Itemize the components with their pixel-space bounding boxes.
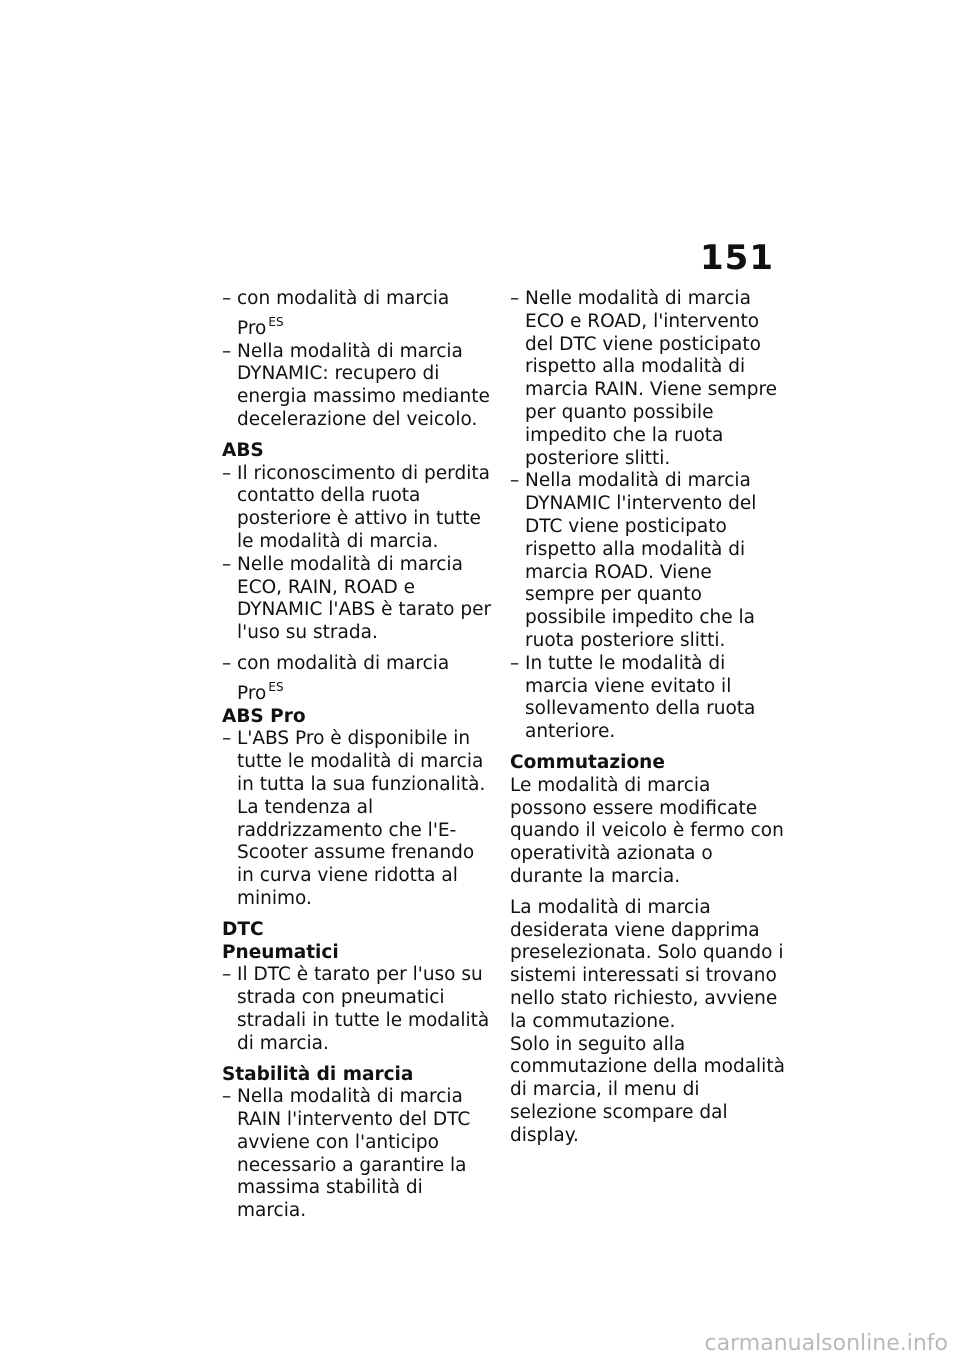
list-item-text: con modalità di marcia Pro $^{ES}$ (237, 288, 450, 339)
dtc-section (222, 919, 494, 1056)
list-item (222, 463, 494, 554)
list-item-text: Nella modalità di marcia DYNAMIC l'intervento del DTC viene posticipato rispetto alla modalità di marcia ROAD. Viene sempre per quanto possibile impedito che la ruota posteriore slitti. (525, 470, 757, 651)
list-item-text: Il riconoscimento di perdita contatto della ruota posteriore è attivo in tutte le modalità di marcia. (237, 462, 490, 552)
abs-heading: ABS (222, 439, 264, 461)
superscript-es: ES (268, 314, 284, 329)
abs-section (222, 440, 494, 645)
intro-list (222, 288, 494, 432)
abs-pro-section (222, 706, 494, 911)
dash-bullet: – (222, 964, 232, 986)
tyres-subheading: Pneumatici (222, 941, 339, 963)
paragraph: Solo in seguito alla commutazione della modalità di marcia, il menu di selezione scompare dal display. (510, 1033, 785, 1146)
list-item (222, 554, 494, 645)
dash-bullet: – (222, 553, 232, 575)
dtc-continued-list (510, 288, 785, 744)
dash-bullet: – (222, 462, 232, 484)
dash-bullet: – (222, 288, 232, 309)
list-item (222, 1086, 494, 1223)
abs-pro-condition (222, 653, 494, 706)
superscript-es: ES (268, 679, 284, 694)
dash-bullet: – (222, 728, 232, 750)
dash-bullet: – (510, 652, 520, 674)
paragraph: Le modalità di marcia possono essere modificate quando il veicolo è fermo con operatività azionata o durante la marcia. (510, 774, 784, 887)
watermark: carmanualsonline.info (704, 1331, 948, 1356)
paragraph: La modalità di marcia desiderata viene dapprima preselezionata. Solo quando i sistemi interessati si trovano nello stato richiesto, avviene la commutazione. (510, 896, 784, 1032)
list-item-text: Nelle modalità di marcia ECO, RAIN, ROAD e DYNAMIC l'ABS è tarato per l'uso su strada. (237, 553, 492, 644)
list-item (222, 653, 494, 706)
dash-bullet: – (510, 470, 520, 492)
stability-section (222, 1064, 494, 1224)
dash-bullet: – (222, 1086, 232, 1108)
list-item (222, 964, 494, 1055)
list-item-text: Il DTC è tarato per l'uso su strada con pneumatici stradali in tutte le modalità di marcia. (237, 964, 490, 1054)
list-item-text: Nella modalità di marcia RAIN l'intervento del DTC avviene con l'anticipo necessario a garantire la massima stabilità di marcia. (237, 1086, 471, 1222)
stability-heading: Stabilità di marcia (222, 1063, 414, 1085)
list-item (510, 288, 785, 470)
page-number: 151 (700, 238, 774, 278)
list-item (222, 728, 494, 910)
list-item (510, 653, 785, 744)
abs-pro-heading: ABS Pro (222, 705, 306, 727)
list-item (222, 288, 494, 341)
list-item-text: In tutte le modalità di marcia viene evitato il sollevamento della ruota anteriore. (525, 652, 756, 743)
dash-bullet: – (222, 652, 232, 674)
list-item-text: con modalità di marcia Pro $^{ES}$ (237, 652, 450, 704)
dash-bullet: – (222, 340, 232, 362)
dash-bullet: – (510, 288, 520, 309)
list-item-text: Nelle modalità di marcia ECO e ROAD, l'intervento del DTC viene posticipato rispetto alla modalità di marcia RAIN. Viene sempre per quanto possibile impedito che la ruota posteriore slitti. (525, 288, 778, 469)
list-item-text: Nella modalità di marcia DYNAMIC: recupero di energia massimo mediante decelerazione del veicolo. (237, 340, 490, 430)
list-item (510, 470, 785, 652)
right-column (510, 288, 785, 1155)
list-item (222, 341, 494, 432)
switching-heading: Commutazione (510, 751, 665, 773)
switching-section (510, 752, 785, 1148)
left-column (222, 288, 494, 1231)
dtc-heading: DTC (222, 918, 264, 940)
list-item-text: L'ABS Pro è disponibile in tutte le modalità di marcia in tutta la sua funzionalità. La tendenza al raddrizzamento che l'E-Scooter assume frenando in curva viene ridotta al minimo. (237, 728, 486, 909)
